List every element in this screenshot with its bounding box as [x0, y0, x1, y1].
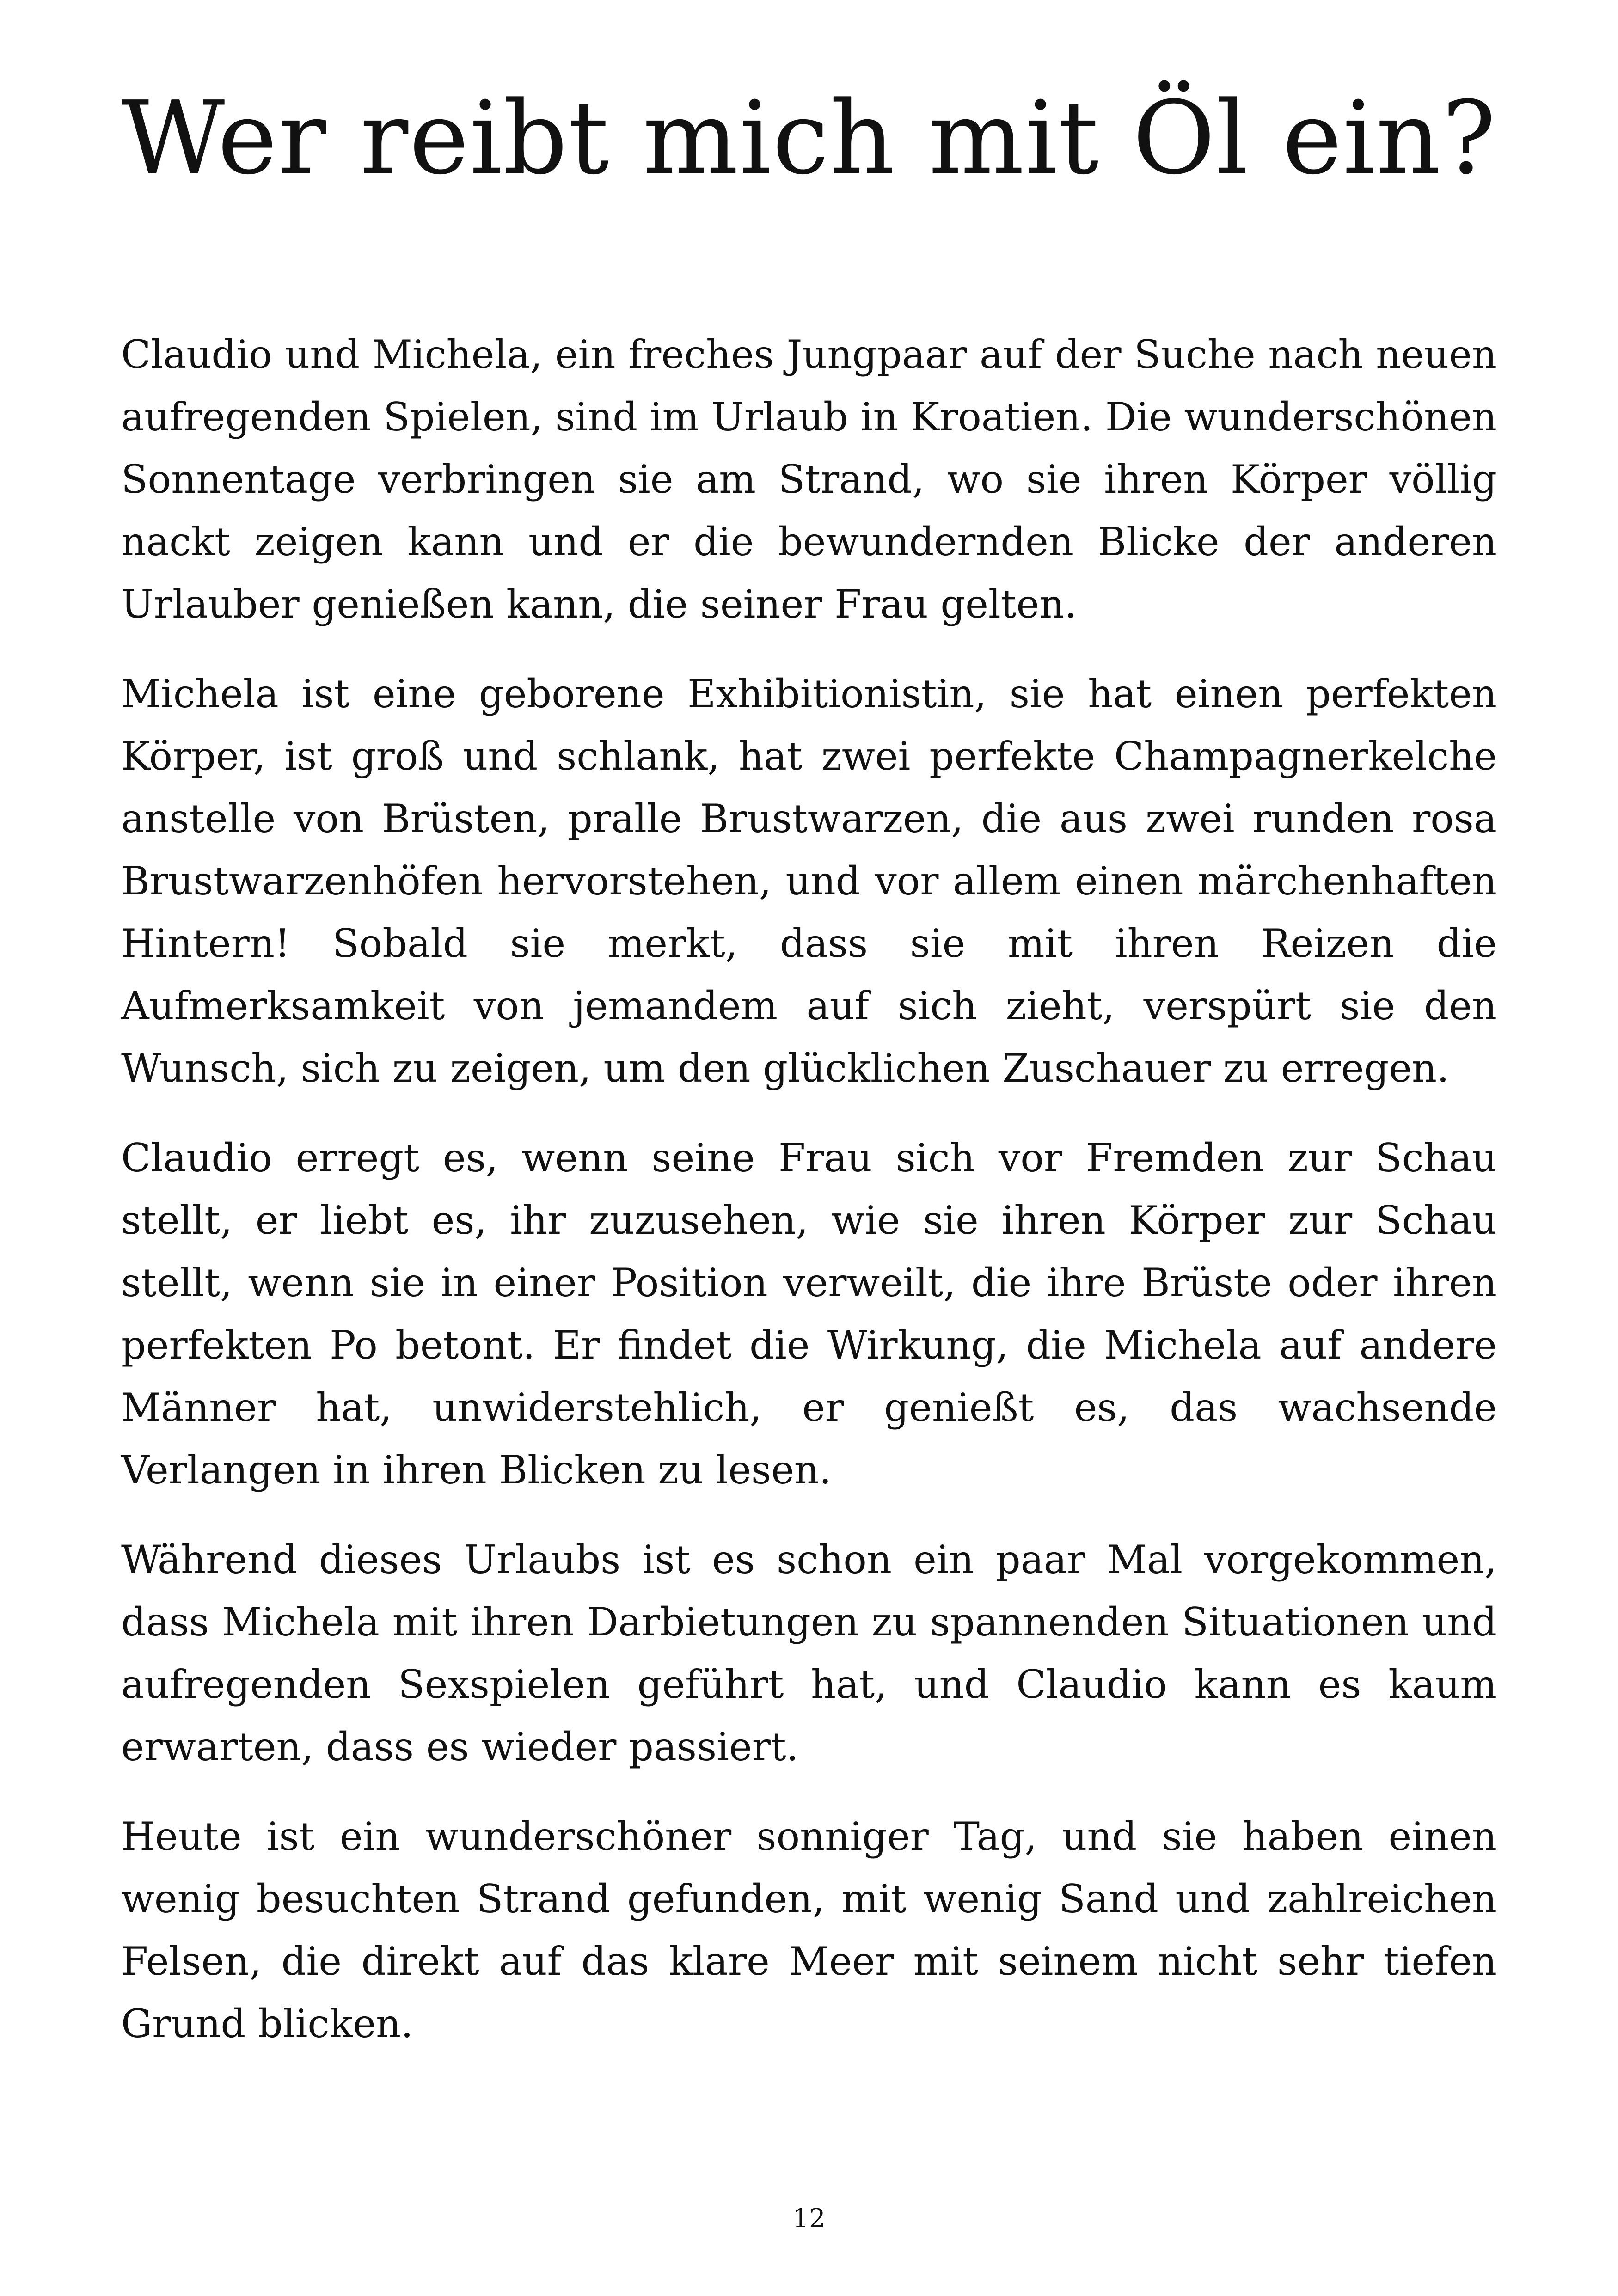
chapter-title: Wer reibt mich mit Öl ein? — [121, 80, 1497, 197]
paragraph-2: Michela ist eine geborene Exhibitionistin, sie hat einen perfekten Körper, ist groß und schlank, hat zwei perfekte Champagnerkelche anstelle von Brüsten, pralle Brustwarzen, die aus zwei runden rosa Brustwarzenhöfen hervorstehen, und vor allem einen märchenhaften Hintern! Sobald sie merkt, dass sie mit ihren Reizen die Aufmerksamkeit von jemandem auf sich zieht, verspürt sie den Wunsch, sich zu zeigen, um den glücklichen Zuschauer zu erregen. — [121, 671, 1497, 1091]
page-number: 12 — [792, 2204, 826, 2234]
paragraph-4: Während dieses Urlaubs ist es schon ein paar Mal vorgekommen, dass Michela mit ihren Darbietungen zu spannenden Situationen und aufregenden Sexspielen geführt hat, und Claudio kann es kaum erwarten, dass es wieder passiert. — [121, 1537, 1497, 1769]
paragraph-3: Claudio erregt es, wenn seine Frau sich vor Fremden zur Schau stellt, er liebt es, ihr zuzusehen, wie sie ihren Körper zur Schau stellt, wenn sie in einer Position verweilt, die ihre Brüste oder ihren perfekten Po betont. Er findet die Wirkung, die Michela auf andere Männer hat, unwiderstehlich, er genießt es, das wachsende Verlangen in ihren Blicken zu lesen. — [121, 1135, 1497, 1493]
paragraph-1: Claudio und Michela, ein freches Jungpaar auf der Suche nach neuen aufregenden Spielen, sind im Urlaub in Kroatien. Die wunderschönen Sonnentage verbringen sie am Strand, wo sie ihren Körper völlig nackt zeigen kann und er die bewundernden Blicke der anderen Urlauber genießen kann, die seiner Frau gelten. — [121, 332, 1497, 627]
body-text — [121, 324, 1497, 2082]
paragraph-5: Heute ist ein wunderschöner sonniger Tag, und sie haben einen wenig besuchten Strand gefunden, mit wenig Sand und zahlreichen Felsen, die direkt auf das klare Meer mit seinem nicht sehr tiefen Grund blicken. — [121, 1814, 1497, 2046]
